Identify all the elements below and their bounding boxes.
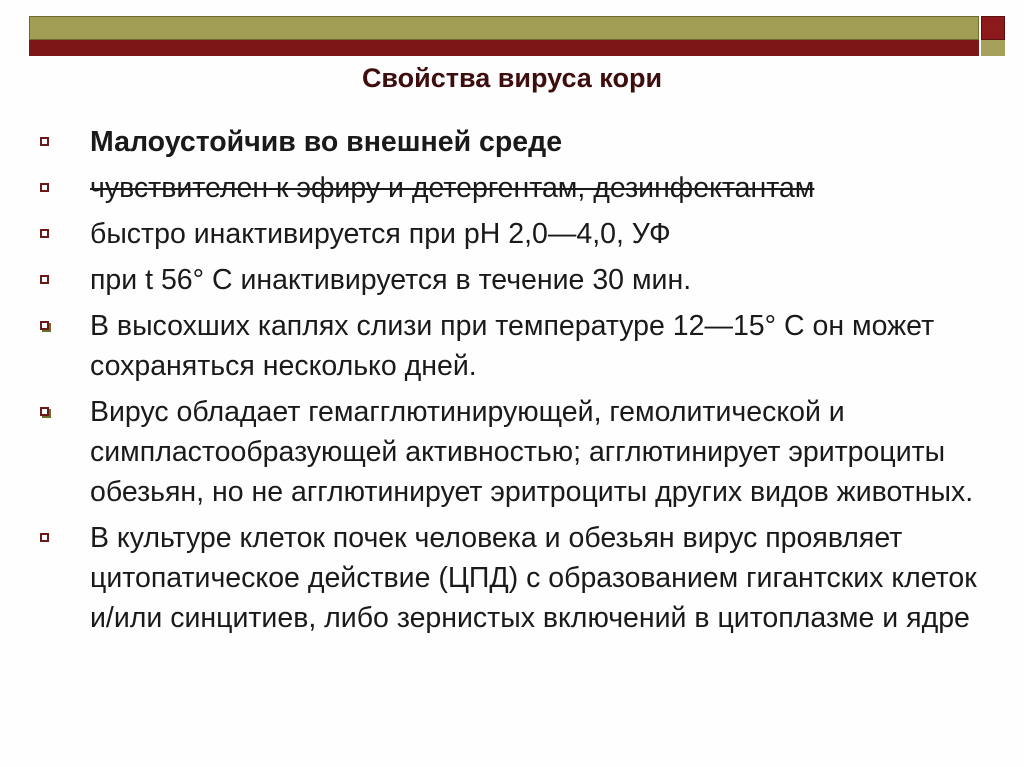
- corner-square-red: [981, 16, 1005, 40]
- bullet-item: [35, 168, 995, 208]
- hollow-square-icon: [40, 275, 49, 284]
- bullet-text: В культуре клеток почек человека и обезьян вирус проявляет цитопатическое действие (ЦПД) с образованием гигантских клеток и/или синцитиев, либо зернистых включений в цитоплазме и ядре: [90, 522, 977, 634]
- shadowed-square-icon: [40, 321, 49, 330]
- bullet-item: [35, 214, 995, 254]
- corner-square-olive: [981, 40, 1005, 56]
- header-bar-dark-red: [29, 40, 979, 56]
- hollow-square-icon: [40, 137, 49, 146]
- bullet-text: В высохших каплях слизи при температуре 12—15° С он может сохраняться несколько дней.: [90, 310, 935, 382]
- bullet-item: [35, 306, 995, 386]
- hollow-square-icon: [40, 229, 49, 238]
- bullet-text: Малоустойчив во внешней среде: [90, 126, 563, 158]
- shadowed-square-icon: [40, 407, 49, 416]
- bullet-item: [35, 518, 995, 638]
- bullet-text: чувствителен к эфиру и детергентам, дезинфектантам: [90, 172, 815, 204]
- bullet-text: при t 56° С инактивируется в течение 30 мин.: [90, 264, 692, 296]
- bullet-list: [35, 122, 995, 644]
- hollow-square-icon: [40, 533, 49, 542]
- hollow-square-icon: [40, 183, 49, 192]
- slide-title: Свойства вируса кори: [361, 63, 663, 93]
- bullet-text: быстро инактивируется при pH 2,0—4,0, УФ: [90, 218, 671, 250]
- bullet-item: [35, 392, 995, 512]
- bullet-text: Вирус обладает гемагглютинирующей, гемолитической и симпластообразующей активностью; агглютинирует эритроциты обезьян, но не агглютинирует эритроциты других видов животных.: [90, 396, 974, 508]
- header-bar-olive: [29, 16, 979, 40]
- bullet-item: [35, 122, 995, 162]
- bullet-item: [35, 260, 995, 300]
